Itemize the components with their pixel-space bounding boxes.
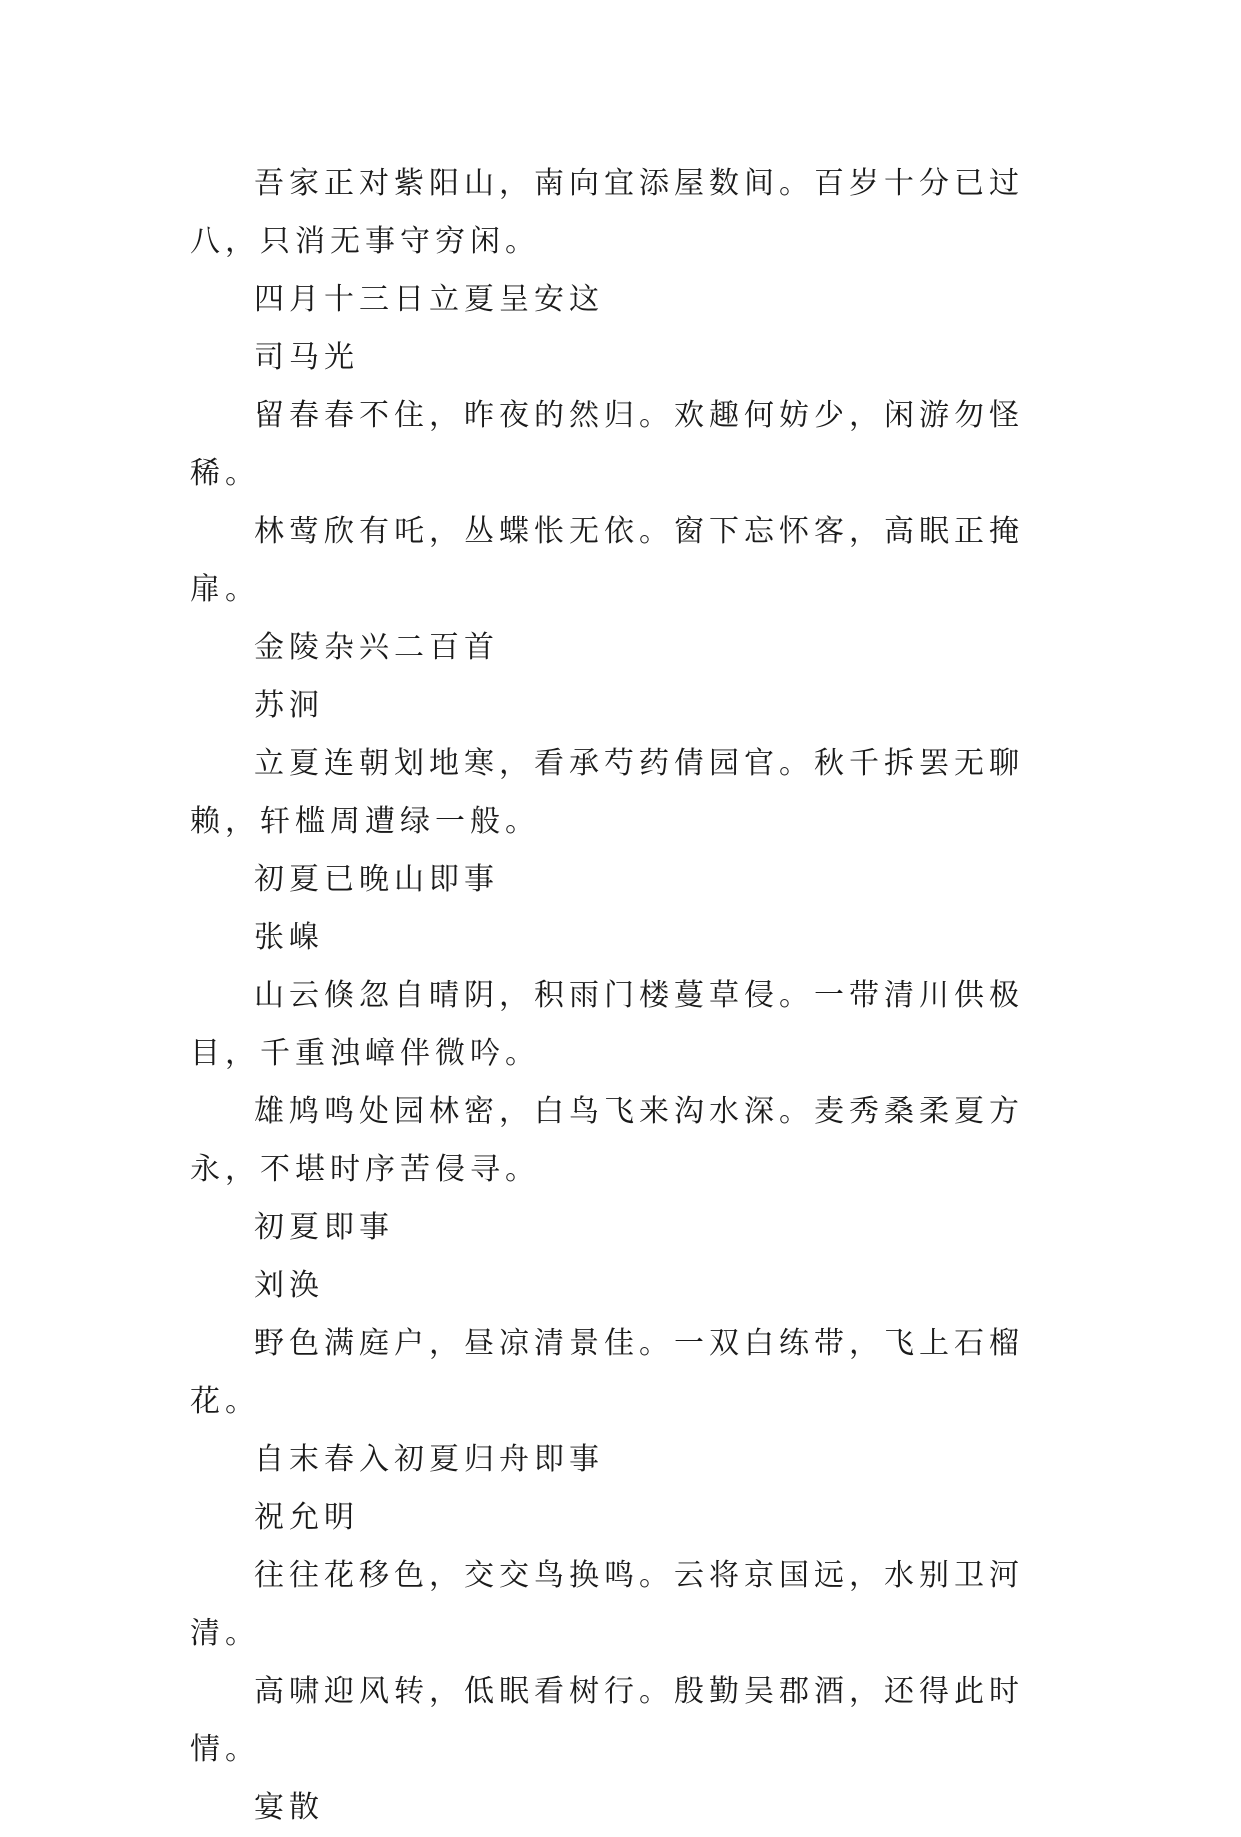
poem-author: 刘涣 [254,1268,324,1303]
poem-title: 初夏已晚山即事 [254,862,499,897]
poem-line: 山云倏忽自晴阴，积雨门楼蔓草侵。一带清川供极目，千重浊嶂伴微吟。 [190,978,1024,1071]
poem-line: 吾家正对紫阳山，南向宜添屋数间。百岁十分已过八，只消无事守穷闲。 [190,166,1024,259]
poem-author: 张嵲 [254,920,324,955]
poem-line: 立夏连朝划地寒，看承芍药倩园官。秋千拆罢无聊赖，轩槛周遭绿一般。 [190,746,1024,839]
poem-title: 四月十三日立夏呈安这 [254,282,604,317]
poem-line: 留春春不住，昨夜的然归。欢趣何妨少，闲游勿怪稀。 [190,398,1024,491]
poem-line: 林莺欣有吒，丛蝶怅无依。窗下忘怀客，高眠正掩扉。 [190,514,1024,607]
poem-author: 司马光 [254,340,359,375]
poem-title: 自末春入初夏归舟即事 [254,1442,604,1477]
poem-line: 雄鸠鸣处园林密，白鸟飞来沟水深。麦秀桑柔夏方永，不堪时序苦侵寻。 [190,1094,1024,1187]
poem-author: 祝允明 [254,1500,359,1535]
poem-title: 初夏即事 [254,1210,394,1245]
poem-line: 野色满庭户，昼凉清景佳。一双白练带，飞上石榴花。 [190,1326,1024,1419]
poem-line: 往往花移色，交交鸟换鸣。云将京国远，水别卫河清。 [190,1558,1024,1651]
poem-title: 宴散 [254,1790,324,1825]
poem-author: 苏泂 [254,688,324,723]
poem-line: 高啸迎风转，低眠看树行。殷勤吴郡酒，还得此时情。 [190,1674,1024,1767]
poem-title: 金陵杂兴二百首 [254,630,499,665]
document-body [190,155,1070,1837]
